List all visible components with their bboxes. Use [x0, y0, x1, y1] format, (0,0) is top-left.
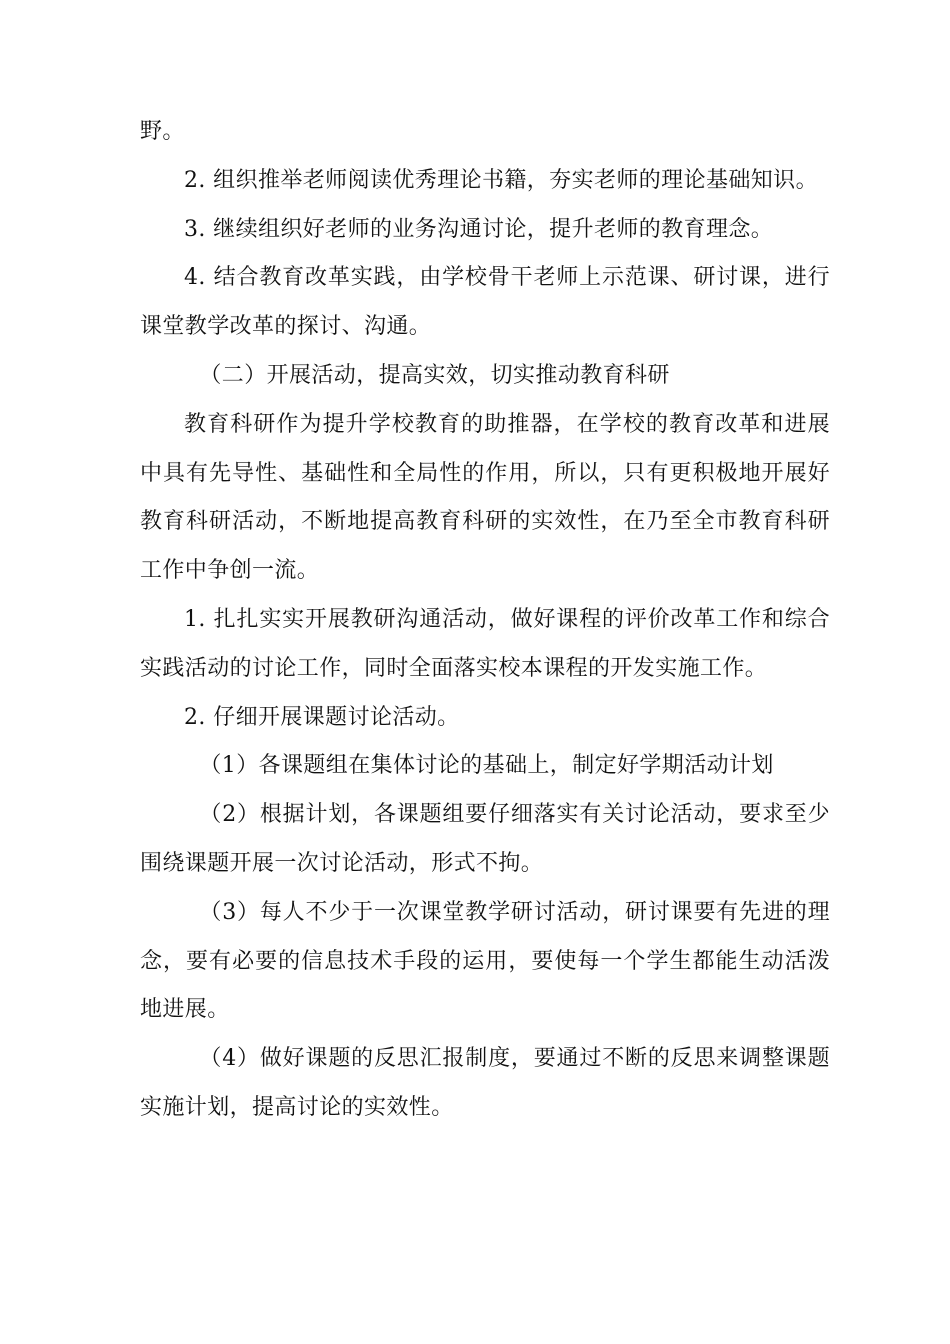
paragraph-item-2-reading: 2. 组织推举老师阅读优秀理论书籍，夯实老师的理论基础知识。	[184, 167, 818, 193]
document-body	[140, 108, 830, 1133]
paragraph-sub-1-plan: （1）各课题组在集体讨论的基础上，制定好学期活动计划	[199, 753, 774, 779]
paragraph-item-1-teaching-research: 1. 扎扎实实开展教研沟通活动，做好课程的评价改革工作和综合实践活动的讨论工作，同时全面落实校本课程的开发实施工作。	[140, 606, 830, 681]
paragraph-sub-4-reflection: （4）做好课题的反思汇报制度，要通过不断的反思来调整课题实施计划，提高讨论的实效性。	[140, 1046, 830, 1120]
paragraph-research-intro: 教育科研作为提升学校教育的助推器，在学校的教育改革和进展中具有先导性、基础性和全局性的作用，所以，只有更积极地开展好教育科研活动，不断地提高教育科研的实效性，在乃至全市教育科研工作中争创一流。	[140, 411, 830, 584]
paragraph-sub-2-implementation: （2）根据计划，各课题组要仔细落实有关讨论活动，要求至少围绕课题开展一次讨论活动，形式不拘。	[140, 802, 830, 876]
paragraph-continuation: 野。	[140, 119, 185, 144]
paragraph-sub-3-classroom: （3）每人不少于一次课堂教学研讨活动，研讨课要有先进的理念，要有必要的信息技术手段的运用，要使每一个学生都能生动活泼地进展。	[140, 899, 830, 1023]
paragraph-item-3-discussion: 3. 继续组织好老师的业务沟通讨论，提升老师的教育理念。	[184, 216, 774, 242]
section-heading-2: （二）开展活动，提高实效，切实推动教育科研	[199, 362, 670, 388]
paragraph-item-4-reform: 4. 结合教育改革实践，由学校骨干老师上示范课、研讨课，进行课堂教学改革的探讨、沟通。	[140, 265, 830, 340]
paragraph-item-2-topic-discussion: 2. 仔细开展课题讨论活动。	[184, 704, 460, 730]
